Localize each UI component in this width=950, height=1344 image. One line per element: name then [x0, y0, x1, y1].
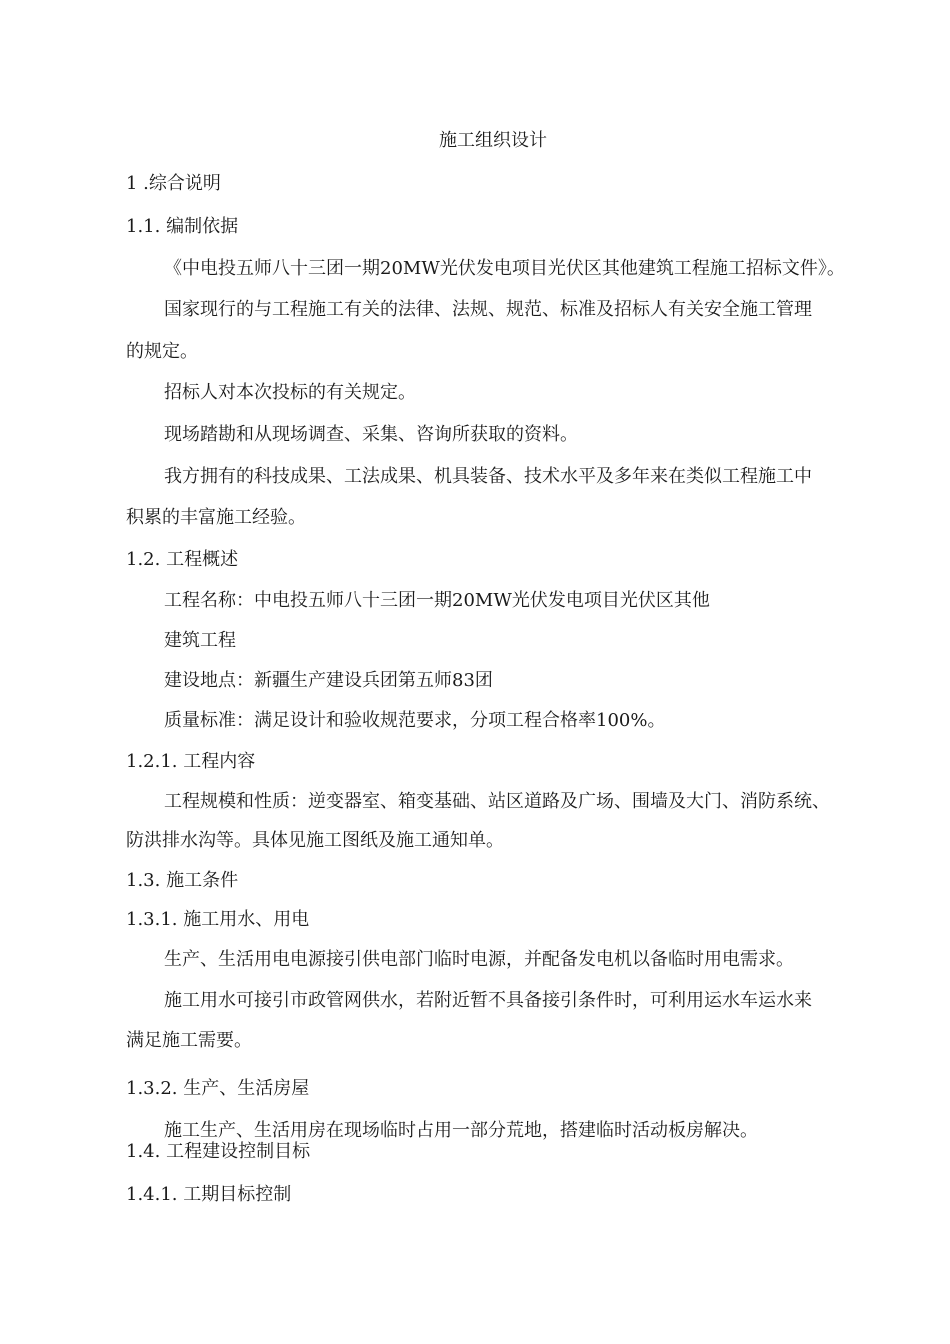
water-supply-line2: 满足施工需要。	[126, 1030, 252, 1051]
paragraph-basis-5-line1: 我方拥有的科技成果、工法成果、机具装备、技术水平及多年来在类似工程施工中	[164, 466, 812, 487]
paragraph-basis-3: 招标人对本次投标的有关规定。	[164, 382, 416, 403]
heading-1-4: 1.4. 工程建设控制目标	[126, 1141, 311, 1162]
paragraph-basis-2-line1: 国家现行的与工程施工有关的法律、法规、规范、标准及招标人有关安全施工管理	[164, 299, 812, 320]
project-scope-line1: 工程规模和性质：逆变器室、箱变基础、站区道路及广场、围墙及大门、消防系统、	[164, 791, 830, 812]
paragraph-basis-4: 现场踏勘和从现场调查、采集、咨询所获取的资料。	[164, 424, 578, 445]
project-name-line2: 建筑工程	[164, 630, 236, 651]
document-title: 施工组织设计	[439, 130, 547, 151]
heading-1-1: 1.1. 编制依据	[126, 216, 239, 237]
project-location: 建设地点：新疆生产建设兵团第五师83团	[164, 670, 493, 691]
heading-1: 1 .综合说明	[126, 173, 221, 194]
water-supply-line1: 施工用水可接引市政管网供水，若附近暂不具备接引条件时，可利用运水车运水来	[164, 990, 812, 1011]
heading-1-3: 1.3. 施工条件	[126, 870, 239, 891]
paragraph-basis-5-line2: 积累的丰富施工经验。	[126, 507, 306, 528]
heading-1-3-1: 1.3.1. 施工用水、用电	[126, 909, 310, 930]
project-scope-line2: 防洪排水沟等。具体见施工图纸及施工通知单。	[126, 830, 504, 851]
paragraph-basis-1: 《中电投五师八十三团一期20MW光伏发电项目光伏区其他建筑工程施工招标文件》。	[164, 258, 845, 279]
heading-1-4-1: 1.4.1. 工期目标控制	[126, 1184, 292, 1205]
power-supply-text: 生产、生活用电电源接引供电部门临时电源，并配备发电机以备临时用电需求。	[164, 949, 794, 970]
heading-1-2-1: 1.2.1. 工程内容	[126, 751, 256, 772]
housing-text: 施工生产、生活用房在现场临时占用一部分荒地，搭建临时活动板房解决。	[164, 1120, 758, 1141]
heading-1-2: 1.2. 工程概述	[126, 549, 239, 570]
quality-standard: 质量标准：满足设计和验收规范要求，分项工程合格率100%。	[164, 710, 666, 731]
heading-1-3-2: 1.3.2. 生产、生活房屋	[126, 1078, 310, 1099]
paragraph-basis-2-line2: 的规定。	[126, 341, 198, 362]
project-name-line1: 工程名称：中电投五师八十三团一期20MW光伏发电项目光伏区其他	[164, 590, 710, 611]
